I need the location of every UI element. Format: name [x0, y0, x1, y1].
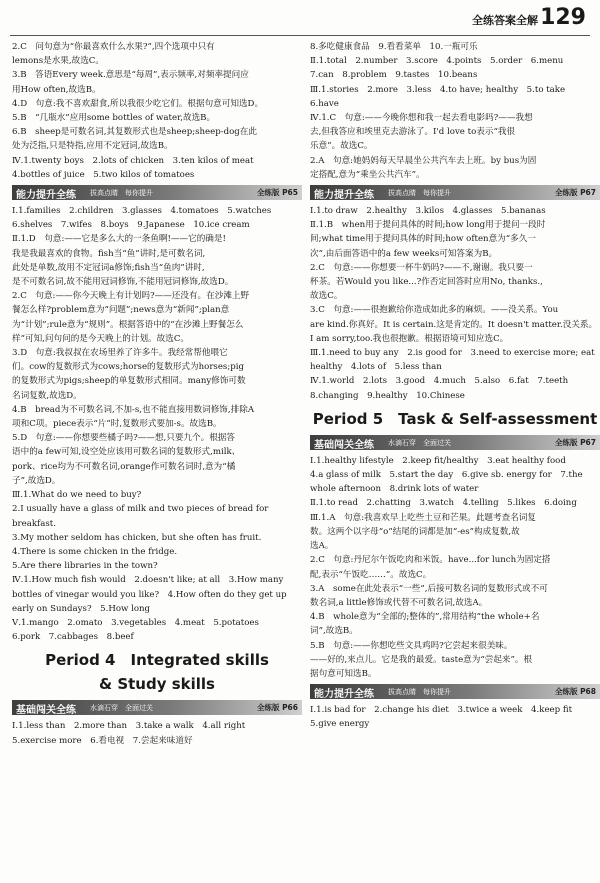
answer-line: 4.D 句意:我不喜欢甜食,所以我很少吃它们。根据句意可知选D。 — [12, 98, 264, 109]
answer-line: breakfast. — [12, 518, 56, 529]
answer-line: Ⅲ.1.What do we need to buy? — [12, 490, 142, 501]
answer-line: 们。cow的复数形式为cows;horse的复数形式为horses;pig — [12, 362, 244, 373]
right-end-block — [310, 703, 600, 731]
answer-line: 次”,由后面答语中的a few weeks可知答案为B。 — [310, 248, 498, 259]
period-title-line1: Period 5 Task & Self-assessment — [312, 409, 598, 428]
answer-line: Ⅳ.1.twenty boys 2.lots of chicken 3.ten kilos of meat — [12, 155, 254, 166]
header-title: 全练答案全解 — [472, 14, 538, 27]
answer-line: 样”可知,问句问的是今天晚上的计划。故选C。 — [12, 333, 189, 344]
left-mid-block — [12, 204, 302, 644]
right-column — [310, 40, 600, 732]
answer-line: 配,表示“午饭吃……”。故选C。 — [310, 569, 432, 580]
answer-line: 名词复数,故选D。 — [12, 390, 82, 401]
answer-line: Ⅲ.1.A 句意:我喜欢早上吃些土豆和芒果。此题考查名词复 — [310, 512, 536, 523]
answer-line: Ⅳ.1.How much fish would 2.doesn't like; at all 3.How many — [12, 575, 284, 586]
period-heading — [310, 407, 600, 431]
section-banner — [310, 185, 600, 200]
answer-line: 间;what time用于提问具体的时间;how often意为“多久一 — [310, 234, 536, 245]
answer-line: 的复数形式为pigs;sheep的单复数形式相同。many修饰可数 — [12, 376, 246, 387]
banner-subtitle: 水滴石穿 全面过关 — [388, 438, 451, 447]
banner-ref: 全练版 P65 — [256, 188, 298, 198]
answer-line: 8.changing 9.healthy 10.Chinese — [310, 390, 465, 401]
answer-line: Ⅳ.1.world 2.lots 3.good 4.much 5.also 6.fat 7.teeth — [310, 376, 569, 387]
answer-line: 5.exercise more 6.看电视 7.尝起来味道好 — [12, 735, 193, 746]
answer-line: 数。这两个以字母“o”结尾的词都是加“-es”构成复数,故 — [310, 526, 520, 537]
answer-line: 子”,故选D。 — [12, 475, 61, 486]
banner-ref: 全练版 P67 — [554, 437, 596, 447]
answer-line: 3.C 句意:——很抱歉给你造成如此多的麻烦。——没关系。You — [310, 305, 559, 316]
answer-line: Ⅱ.1.to read 2.chatting 3.watch 4.telling 5.likes 6.doing — [310, 498, 577, 509]
answer-line: Ⅱ.1.D 句意:——它是多么大的一条鱼啊!——它的确是! — [12, 234, 226, 245]
answer-line: 为“计划”;rule意为“规则”。根据答语中的“在沙滩上野餐怎么 — [12, 319, 244, 330]
answer-line: Ⅳ.1.C 句意:——今晚你想和我一起去看电影吗?——我想 — [310, 113, 533, 124]
answer-line: 2.I usually have a glass of milk and two pieces of bread for — [12, 504, 269, 515]
answer-line: 此处是单数,故用不定冠词a修饰;fish当“鱼肉”讲时, — [12, 262, 205, 273]
answer-line: 处为泛指,只是特指,应用不定冠词,故选B。 — [12, 141, 173, 152]
answer-line: 5.B 句意:——你想吃些文具鸡吗?它尝起来很美味。 — [310, 640, 513, 651]
answer-line: 8.多吃健康食品 9.看看菜单 10.一瓶可乐 — [310, 42, 478, 52]
answer-line: Ⅱ.1.total 2.number 3.score 4.points 5.order 6.menu — [310, 56, 564, 67]
answer-line: healthy 4.lots of 5.less than — [310, 362, 442, 373]
answer-line: 定搭配,意为“乘坐公共汽车”。 — [310, 169, 425, 180]
right-mid-block — [310, 204, 600, 403]
answer-line: 3.B 答语Every week.意思是“每周”,表示频率,对频率提问应 — [12, 70, 249, 81]
answer-line: 是不可数名词,故不能用冠词修饰,不能用冠词修饰,故选D。 — [12, 277, 234, 288]
answer-line: 6.have — [310, 98, 339, 109]
banner-subtitle: 拔高点睛 每你提升 — [388, 189, 451, 198]
banner-ref: 全练版 P66 — [256, 703, 298, 713]
answer-line: 2.C 句意:丹尼尔午饭吃肉和米饭。have...for lunch为固定搭 — [310, 555, 551, 566]
page-number: 129 — [540, 5, 586, 30]
banner-title: 能力提升全练 — [314, 190, 374, 202]
answer-line: 4.There is some chicken in the fridge. — [12, 546, 178, 557]
section-banner — [12, 700, 302, 715]
banner-ref: 全练版 P68 — [554, 687, 596, 697]
answer-line: Ⅲ.1.need to buy any 2.is good for 3.need to exercise more; eat — [310, 348, 595, 359]
answer-line: Ⅴ.1.mango 2.omato 3.vegetables 4.meat 5.potatoes — [12, 617, 259, 628]
answer-line: 数名词,a little修饰或代替不可数名词,故选A。 — [310, 597, 488, 608]
answer-line: 去,但我答应和埃里克去游泳了。I'd love to表示“我很 — [310, 127, 516, 138]
banner-subtitle: 水滴石穿 全面过关 — [90, 704, 153, 713]
answer-line: I am sorry,too.我也很抱歉。根据语境可知应选C。 — [310, 333, 509, 344]
banner-subtitle: 拔高点睛 每你提升 — [388, 688, 451, 697]
banner-title: 能力提升全练 — [16, 190, 76, 202]
answer-line: whole afternoon 8.drink lots of water — [310, 484, 479, 495]
answer-line: 5.give energy — [310, 719, 370, 730]
period-title-line2: & Study skills — [99, 675, 215, 694]
right-bottom-block — [310, 454, 600, 681]
answer-line: 6.shelves 7.wifes 8.boys 9.Japanese 10.ice cream — [12, 220, 250, 231]
answer-line: are kind.你真好。It is certain.这是肯定的。It doesn't matter.没关系。 — [310, 319, 598, 330]
answer-line: 5.B “几瓶水”应用some bottles of water,故选B。 — [12, 113, 216, 124]
answer-line: Ⅰ.1.less than 2.more than 3.take a walk 4.all right — [12, 721, 246, 732]
banner-title: 基础闯关全练 — [16, 705, 76, 717]
answer-line: 3.A some在此处表示“一些”,后接可数名词的复数形式或不可 — [310, 583, 548, 594]
header-rule — [10, 35, 590, 36]
right-top-block — [310, 40, 600, 182]
banner-subtitle: 拔高点睛 每你提升 — [90, 189, 153, 198]
answer-line: 4.a glass of milk 5.start the day 6.give sb. energy for 7.the — [310, 470, 583, 481]
answer-line: Ⅰ.1.families 2.children 3.glasses 4.tomatoes 5.watches — [12, 206, 272, 217]
answer-line: Ⅱ.1.B when用于提问具体的时间;how long用于提问一段时 — [310, 220, 546, 231]
answer-line: Ⅲ.1.stories 2.more 3.less 4.to have; healthy 5.to take — [310, 84, 566, 95]
page-header — [0, 4, 600, 34]
answer-line: 2.C 句意:——你今天晚上有计划吗?——还没有。在沙滩上野 — [12, 291, 250, 302]
answer-line: Ⅰ.1.is bad for 2.change his diet 3.twice a week 4.keep fit — [310, 705, 573, 716]
answer-line: 2.C 句意:——你想要一杯牛奶吗?——不,谢谢。我只要一 — [310, 262, 533, 273]
period-title-line1: Period 4 Integrated skills — [45, 651, 269, 670]
answer-line: 故选C。 — [310, 291, 343, 302]
answer-line: 4.B bread为不可数名词,不加-s,也不能直接用数词修饰,排除A — [12, 404, 255, 415]
section-banner — [310, 684, 600, 699]
answer-line: 我是我最喜欢的食物。fish当“鱼”讲时,是可数名词, — [12, 248, 206, 259]
left-column — [12, 40, 302, 748]
answer-line: 选A。 — [310, 541, 334, 552]
answer-line: 6.pork 7.cabbages 8.beef — [12, 632, 134, 643]
answer-line: Ⅰ.1.healthy lifestyle 2.keep fit/healthy 3.eat healthy food — [310, 455, 566, 466]
banner-title: 能力提升全练 — [314, 689, 374, 701]
answer-line: bottles of vinegar would you like? 4.How often do they get up — [12, 589, 287, 600]
section-banner — [310, 435, 600, 450]
banner-title: 基础闯关全练 — [314, 439, 374, 451]
answer-line: 杯茶。若Would you like...?作否定回答时应用No, thanks., — [310, 277, 543, 288]
answer-line: 项和C项。piece表示“片”时,复数形式要加-s。故选B。 — [12, 419, 222, 430]
answer-line: 5.Are there libraries in the town? — [12, 561, 158, 572]
answer-line: ——好的,来点儿。它是我的最爱。taste意为“尝起来”。根 — [310, 654, 533, 665]
answer-line: Ⅰ.1.to draw 2.healthy 3.kilos 4.glasses 5.bananas — [310, 206, 546, 217]
left-bottom-block — [12, 719, 302, 747]
answer-line: 3.D 句意:我叔叔在农场里养了许多牛。我经常帮他喂它 — [12, 348, 228, 359]
answer-line: 4.bottles of juice 5.two kilos of tomatoes — [12, 169, 195, 180]
banner-ref: 全练版 P67 — [554, 188, 596, 198]
answer-line: pork、rice均为不可数名词,orange作可数名词时,意为“橘 — [12, 461, 236, 472]
answer-line: 2.A 句意:她妈妈每天早晨坐公共汽车去上班。by bus为固 — [310, 155, 537, 166]
answer-line: 据句意可知选B。 — [310, 668, 377, 679]
answer-line: 4.B whole意为“全部的;整体的”,常用结构“the whole+名 — [310, 612, 540, 623]
section-banner — [12, 185, 302, 200]
answer-line: 3.My mother seldom has chicken, but she often has fruit. — [12, 532, 262, 543]
answer-line: 词”,故选B。 — [310, 626, 358, 637]
answer-line: 用How often,故选B。 — [12, 84, 101, 95]
answer-line: 2.C 问句意为“你最喜欢什么水果?”,四个选项中只有 — [12, 42, 215, 52]
answer-line: 乐意”。故选C。 — [310, 141, 373, 152]
answer-line: 6.B sheep是可数名词,其复数形式也是sheep;sheep-dog在此 — [12, 127, 257, 138]
answer-line: 餐怎么样?problem意为“问题”;news意为“新闻”;plan意 — [12, 305, 230, 316]
answer-line: 5.D 句意:——你想要些橘子吗?——想,只要九个。根据答 — [12, 433, 235, 444]
answer-line: lemons是水果,故选C。 — [12, 56, 104, 67]
answer-line: 语中的a few可知,设空处应该用可数名词的复数形式,milk、 — [12, 447, 241, 458]
left-top-block — [12, 40, 302, 182]
answer-line: early on Sundays? 5.How long — [12, 603, 151, 614]
answer-line: 7.can 8.problem 9.tastes 10.beans — [310, 70, 478, 81]
period-heading — [12, 648, 302, 696]
